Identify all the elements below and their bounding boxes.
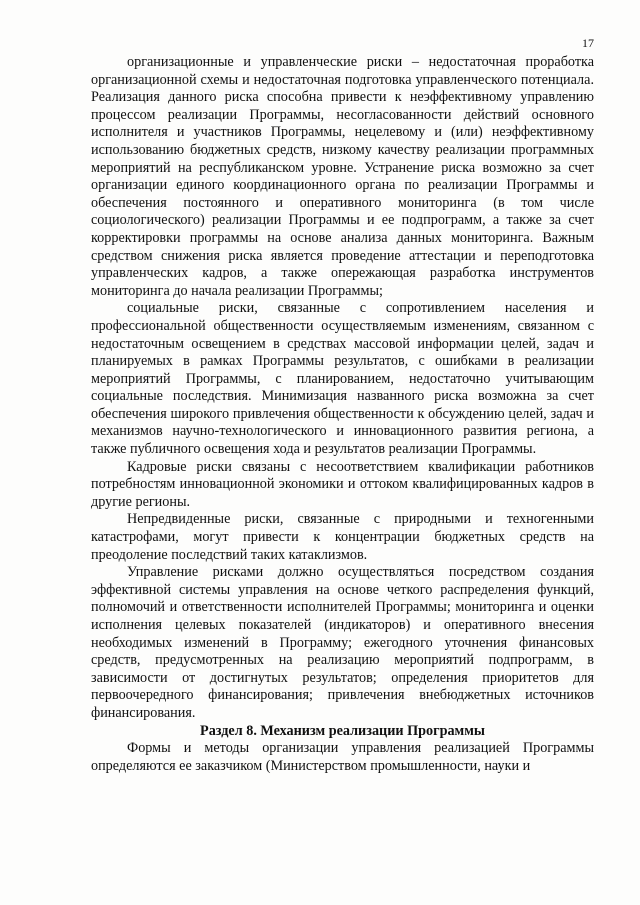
- paragraph-closing: Формы и методы организации управления реализацией Программы определяются ее заказчиком (Министерством промышленности, науки и: [91, 740, 594, 774]
- paragraph-organizational-risks: организационные и управленческие риски – недостаточная проработка организационной схемы и недостаточная подготовка управленческого потенциала. Реализация данного риска способна привести к неэффективному управлению процессом реализации Программы, несогласованности действий основного исполнителя и участников Программы, нецелевому и (или) неэффективному использованию бюджетных средств, низкому качеству реализации программных мероприятий на республиканском уровне. Устранение риска возможно за счет организации единого координационного органа по реализации Программы и обеспечения постоянного и оперативного мониторинга (в том числе социологического) реализации Программы и ее подпрограмм, а также за счет корректировки программы на основе анализа данных мониторинга. Важным средством снижения риска является проведение аттестации и переподготовка управленческих кадров, а также опережающая разработка инструментов мониторинга до начала реализации Программы;: [91, 54, 594, 299]
- section-heading: Раздел 8. Механизм реализации Программы: [200, 722, 485, 739]
- paragraph-social-risks: социальные риски, связанные с сопротивлением населения и профессиональной общественности осуществляемым изменениям, связанном с недостаточным освещением в средствах массовой информации целей, задач и планируемых в рамках Программы результатов, с ошибками в реализации мероприятий Программы, с планированием, недостаточно учитывающим социальные последствия. Минимизация названного риска возможна за счет обеспечения широкого привлечения общественности к обсуждению целей, задач и механизмов научно-технологического и инновационного развития региона, а также публичного освещения хода и результатов реализации Программы.: [91, 300, 594, 458]
- paragraph-unforeseen-risks: Непредвиденные риски, связанные с природными и техногенными катастрофами, могут привести к концентрации бюджетных средств на преодоление последствий таких катаклизмов.: [91, 511, 594, 563]
- page-number: 17: [582, 36, 594, 50]
- paragraph-personnel-risks: Кадровые риски связаны с несоответствием квалификации работников потребностям инновационной экономики и оттоком квалифицированных кадров в другие регионы.: [91, 458, 594, 510]
- document-body: [91, 54, 594, 775]
- paragraph-risk-management: Управление рисками должно осуществляться посредством создания эффективной системы управления на основе четкого распределения функций, полномочий и ответственности исполнителей Программы; мониторинга и оценки исполнения целевых показателей (индикаторов) и оперативного внесения необходимых изменений в Программу; ежегодного уточнения финансовых средств, предусмотренных на реализацию мероприятий подпрограмм, в зависимости от достигнутых результатов; определения приоритетов для первоочередного финансирования; привлечения внебюджетных источников финансирования.: [91, 564, 594, 721]
